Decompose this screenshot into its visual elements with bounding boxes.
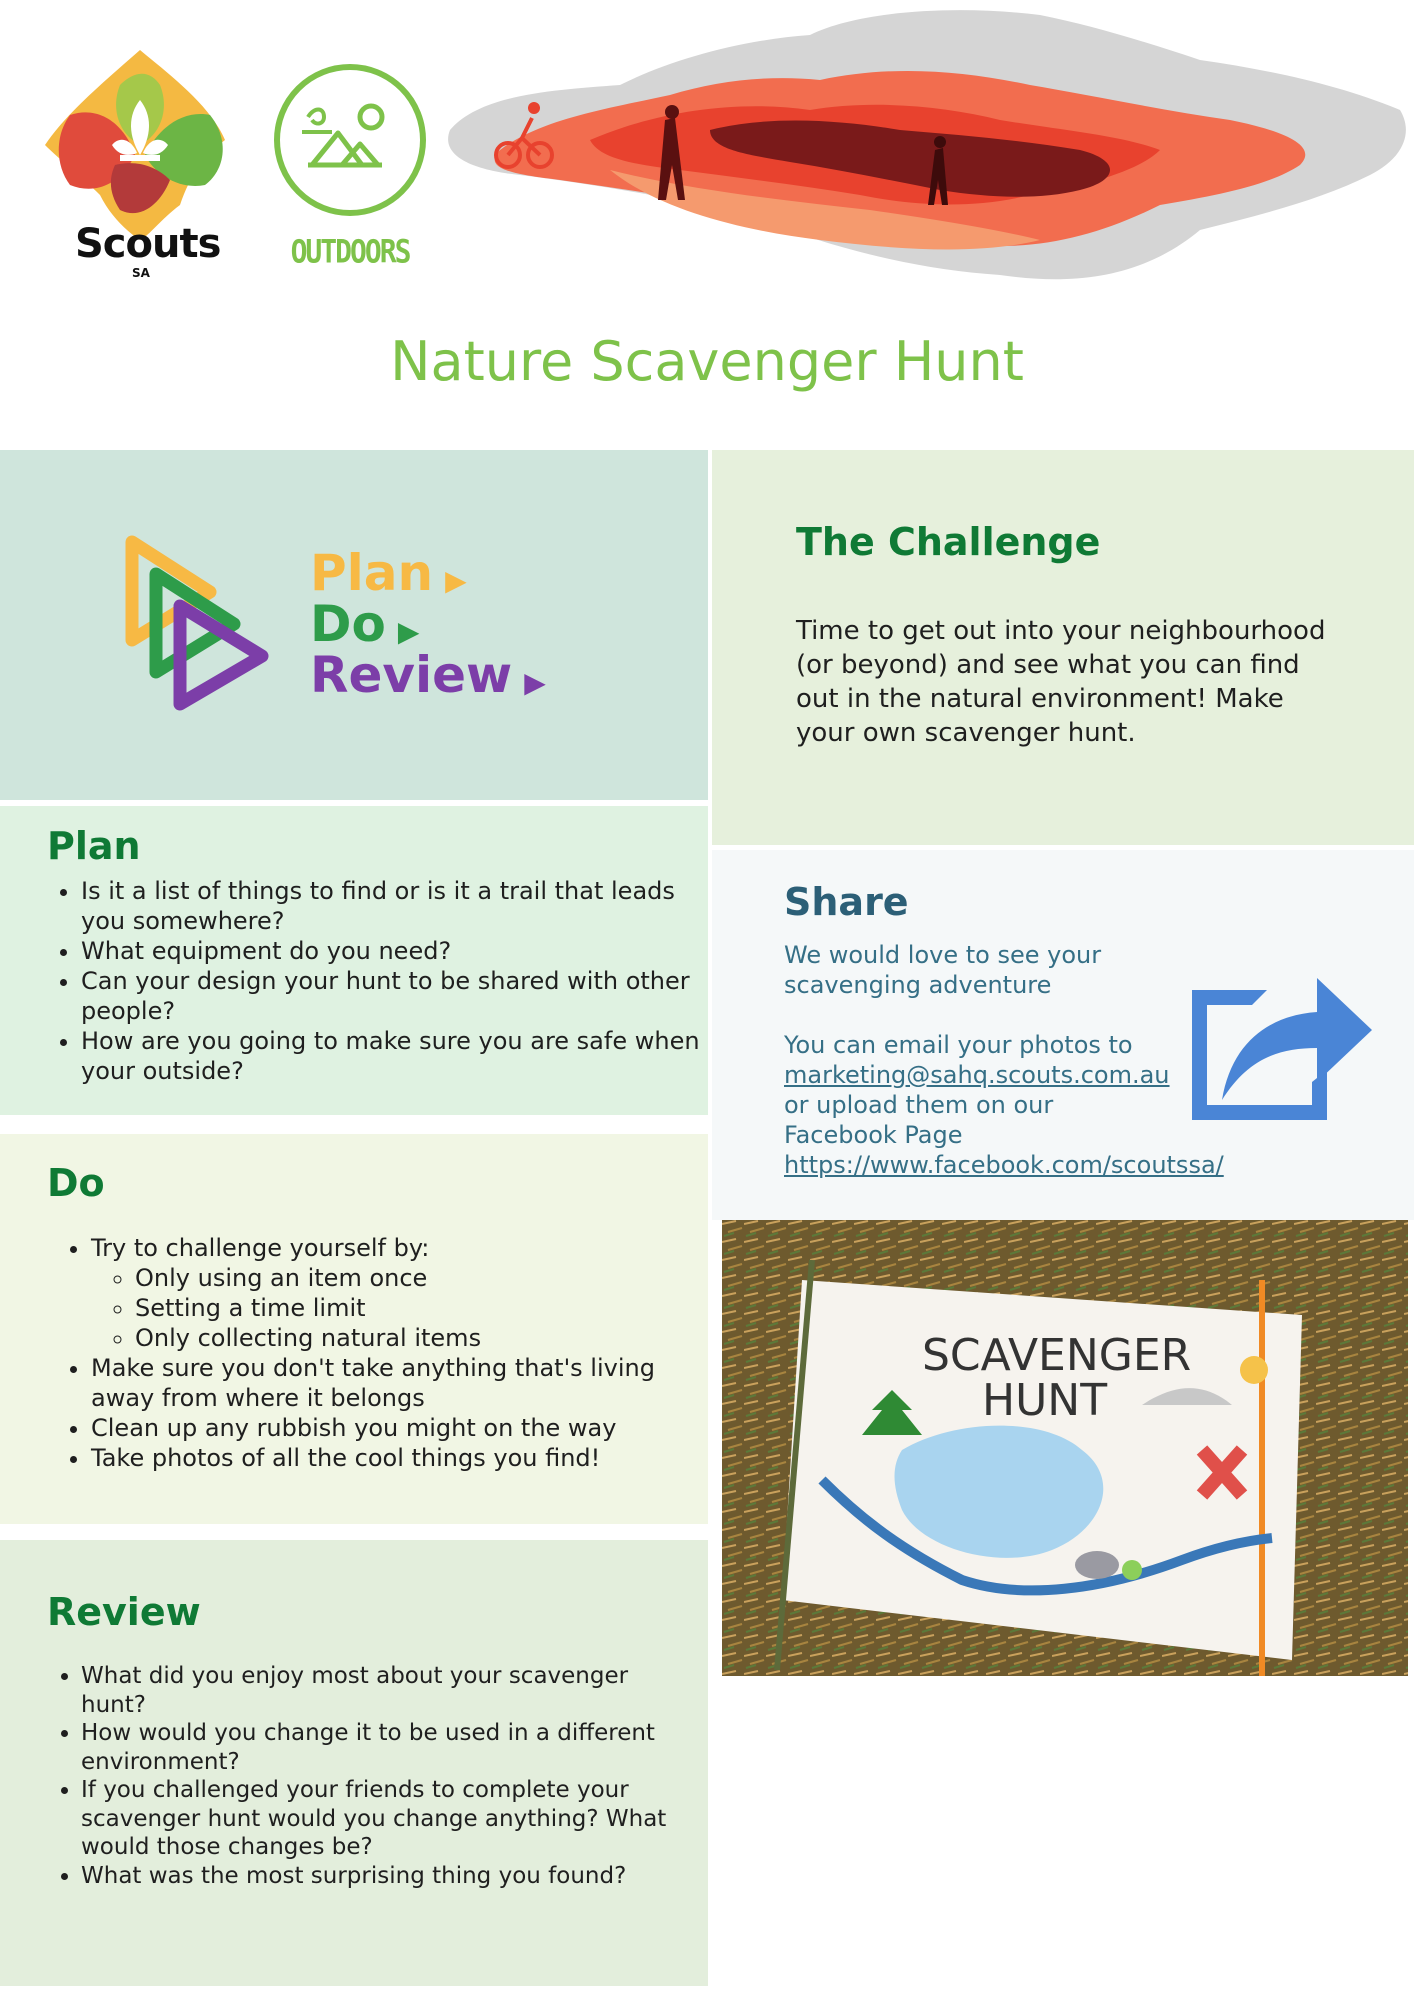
review-heading: Review <box>47 1590 201 1634</box>
list-item <box>91 1233 691 1353</box>
review-list <box>47 1662 681 1890</box>
do-list <box>47 1233 691 1473</box>
sub-list-item: ◦ Setting a time limit <box>135 1293 691 1323</box>
pdr-do-text: Do <box>310 595 386 653</box>
pdr-logo-panel <box>0 450 708 800</box>
map-title-line2: HUNT <box>982 1375 1108 1426</box>
list-item: • Can your design your hunt to be shared with other people? <box>81 966 701 1026</box>
header-illustration <box>440 0 1414 300</box>
scouts-logo <box>40 45 240 290</box>
list-item: • If you challenged your friends to complete your scavenger hunt would you change anything? What would those changes be? <box>81 1776 681 1862</box>
mountain-sun-icon <box>272 62 428 218</box>
challenge-body: Time to get out into your neighbourhood (or beyond) and see what you can find out in the natural environment! Make your own scavenger hunt. <box>796 616 1326 748</box>
outdoors-badge <box>272 62 432 277</box>
challenge-heading: The Challenge <box>796 520 1101 564</box>
list-item: • What was the most surprising thing you found? <box>81 1862 681 1891</box>
list-item: • Is it a list of things to find or is it a trail that leads you somewhere? <box>81 876 701 936</box>
list-item: • What did you enjoy most about your scavenger hunt? <box>81 1662 681 1719</box>
share-text-block <box>784 940 1224 1180</box>
do-panel <box>0 1134 708 1524</box>
list-item: • Make sure you don't take anything that's living away from where it belongs <box>91 1353 691 1413</box>
play-arrow-icon: ▶ <box>445 564 467 597</box>
share-intro: We would love to see your scavenging adventure <box>784 941 1102 999</box>
play-arrow-icon: ▶ <box>524 666 546 699</box>
review-panel <box>0 1540 708 1986</box>
brand-name: Scouts <box>75 221 221 267</box>
pdr-plan-text: Plan <box>310 544 434 602</box>
facebook-link[interactable]: https://www.facebook.com/scoutssa/ <box>784 1151 1224 1179</box>
list-item: • What equipment do you need? <box>81 936 701 966</box>
share-panel <box>712 850 1414 1220</box>
share-heading: Share <box>784 880 909 924</box>
share-email-prefix: You can email your photos to <box>784 1031 1133 1059</box>
plan-heading: Plan <box>47 824 141 868</box>
map-title-line1: SCAVENGER <box>922 1330 1192 1381</box>
pdr-review-text: Review <box>310 646 513 704</box>
page-title: Nature Scavenger Hunt <box>390 330 1024 393</box>
list-item: • Take photos of all the cool things you find! <box>91 1443 691 1473</box>
list-item: • How would you change it to be used in a different environment? <box>81 1719 681 1776</box>
brand-region: SA <box>132 266 150 280</box>
list-item-text: Try to challenge yourself by: <box>91 1234 430 1262</box>
do-heading: Do <box>47 1161 105 1205</box>
share-upload-text: or upload them on our Facebook Page <box>784 1091 1054 1149</box>
list-item: • How are you going to make sure you are safe when your outside? <box>81 1026 701 1086</box>
play-triangles-icon <box>120 530 280 730</box>
email-link[interactable]: marketing@sahq.scouts.com.au <box>784 1061 1170 1089</box>
plan-list <box>47 876 701 1086</box>
play-arrow-icon: ▶ <box>397 615 420 648</box>
list-item: • Clean up any rubbish you might on the way <box>91 1413 691 1443</box>
share-icon <box>1182 960 1372 1130</box>
fleur-de-lis-icon <box>40 45 240 245</box>
challenge-panel <box>712 450 1414 845</box>
scavenger-map-photo <box>722 1220 1408 1676</box>
sub-list-item: ◦ Only using an item once <box>135 1263 691 1293</box>
sub-list-item: ◦ Only collecting natural items <box>135 1323 691 1353</box>
outdoors-label: OUTDOORS <box>290 232 410 271</box>
pdr-review-word <box>310 646 546 709</box>
plan-panel <box>0 806 708 1115</box>
